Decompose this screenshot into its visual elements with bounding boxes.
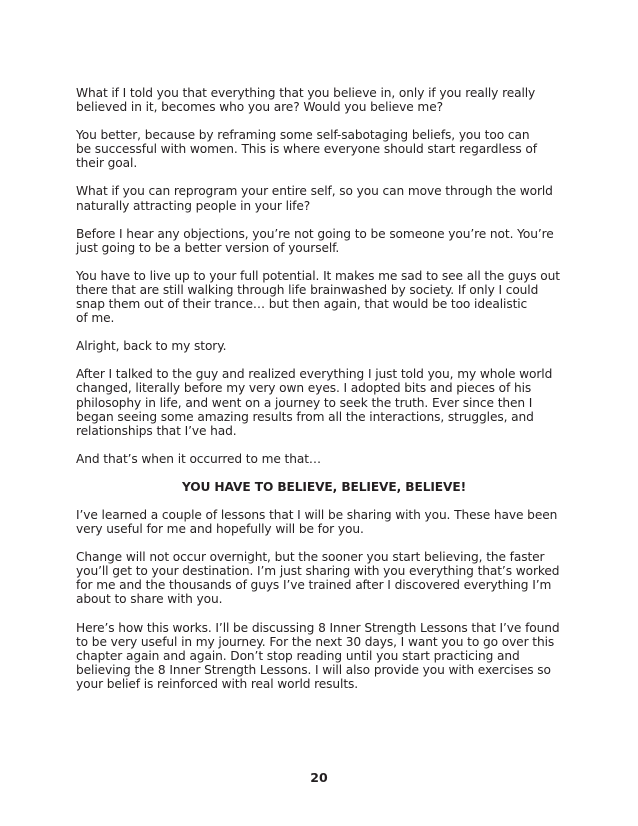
text-line: you’ll get to your destination. I’m just sharing with you everything that’s worked: [76, 564, 560, 579]
text-line: After I talked to the guy and realized everything I just told you, my whole world: [76, 367, 553, 382]
text-line: What if you can reprogram your entire self, so you can move through the world: [76, 184, 553, 199]
text-line: naturally attracting people in your life?: [76, 198, 311, 213]
paragraph-9: [76, 508, 572, 536]
paragraph-3: [76, 184, 572, 212]
text-line: snap them out of their trance… but then again, that would be too idealistic: [76, 297, 528, 312]
text-line: of me.: [76, 311, 115, 326]
section-heading: YOU HAVE TO BELIEVE, BELIEVE, BELIEVE!: [181, 479, 467, 494]
text-line: about to share with you.: [76, 592, 223, 607]
text-line: began seeing some amazing results from all the interactions, struggles, and: [76, 409, 534, 424]
page-number: 20: [310, 770, 328, 785]
text-line: believing the 8 Inner Strength Lessons. I will also provide you with exercises so: [76, 662, 551, 677]
text-line: your belief is reinforced with real world results.: [76, 676, 359, 691]
paragraph-6: [76, 339, 572, 353]
paragraph-4: [76, 227, 572, 255]
text-line: relationships that I’ve had.: [76, 423, 237, 438]
text-line: very useful for me and hopefully will be for you.: [76, 522, 364, 537]
text-line: Change will not occur overnight, but the sooner you start believing, the faster: [76, 550, 545, 565]
text-line: to be very useful in my journey. For the next 30 days, I want you to go over this: [76, 634, 555, 649]
text-line: be successful with women. This is where everyone should start regardless of: [76, 142, 537, 157]
text-line: chapter again and again. Don’t stop reading until you start practicing and: [76, 648, 520, 663]
text-line: Before I hear any objections, you’re not going to be someone you’re not. You’re: [76, 226, 554, 241]
text-line: You better, because by reframing some self-sabotaging beliefs, you too can: [76, 128, 530, 143]
text-line: their goal.: [76, 156, 138, 171]
text-line: believed in it, becomes who you are? Would you believe me?: [76, 100, 443, 115]
text-line: Alright, back to my story.: [76, 339, 227, 354]
text-line: changed, literally before my very own eyes. I adopted bits and pieces of his: [76, 381, 532, 396]
text-line: just going to be a better version of yourself.: [76, 240, 340, 255]
paragraph-8: [76, 452, 572, 466]
paragraph-5: [76, 269, 572, 325]
text-line: I’ve learned a couple of lessons that I will be sharing with you. These have been: [76, 507, 558, 522]
paragraph-7: [76, 367, 572, 437]
paragraph-1: [76, 86, 572, 114]
paragraph-10: [76, 550, 572, 606]
text-line: for me and the thousands of guys I’ve trained after I discovered everything I’m: [76, 578, 552, 593]
page-body: [76, 86, 572, 705]
text-line: there that are still walking through life brainwashed by society. If only I could: [76, 282, 539, 297]
paragraph-2: [76, 128, 572, 170]
paragraph-11: [76, 621, 572, 691]
text-line: And that’s when it occurred to me that…: [76, 451, 321, 466]
text-line: What if I told you that everything that you believe in, only if you really really: [76, 86, 536, 100]
text-line: philosophy in life, and went on a journey to seek the truth. Ever since then I: [76, 395, 533, 410]
text-line: You have to live up to your full potential. It makes me sad to see all the guys out: [76, 268, 560, 283]
text-line: Here’s how this works. I’ll be discussing 8 Inner Strength Lessons that I’ve found: [76, 620, 560, 635]
